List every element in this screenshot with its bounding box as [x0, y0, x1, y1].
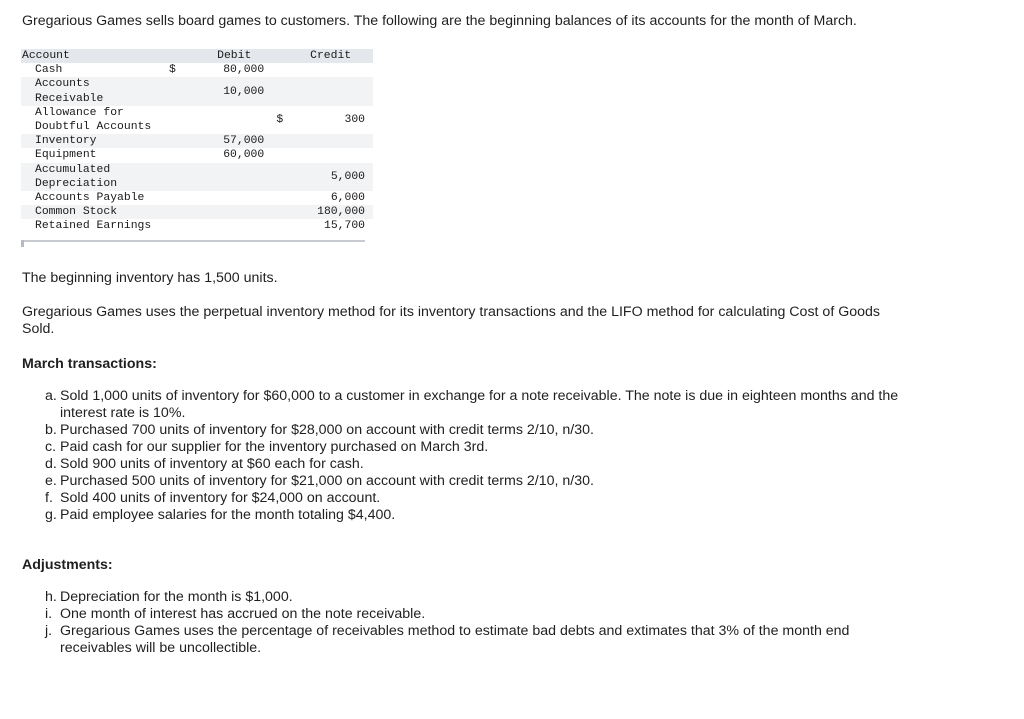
list-item-label: a. — [45, 388, 57, 404]
credit-sign-cell — [264, 219, 287, 233]
debit-cell — [186, 163, 264, 191]
list-item-label: g. — [45, 507, 57, 523]
credit-sign-cell — [264, 63, 287, 77]
account-name-line: Equipment — [35, 149, 97, 162]
adjustments-heading: Adjustments: — [22, 557, 113, 573]
credit-sign-cell — [264, 191, 287, 205]
debit-sign-cell — [169, 163, 186, 191]
debit-cell — [186, 106, 264, 134]
list-item — [45, 422, 910, 439]
list-item-label: f. — [45, 490, 53, 506]
debit-sign-cell — [169, 77, 186, 105]
account-cell — [21, 191, 169, 205]
list-item-text: Purchased 700 units of inventory for $28,000 on account with credit terms 2/10, n/30. — [60, 422, 594, 438]
list-item — [45, 439, 910, 456]
method-note: Gregarious Games uses the perpetual inventory method for its inventory transactions and the LIFO method for calculating Cost of Goods Sold. — [22, 304, 880, 337]
account-cell — [21, 148, 169, 162]
col-debit-header: Debit — [186, 49, 264, 63]
table-row — [21, 106, 373, 134]
transactions-list — [45, 388, 910, 524]
account-cell — [21, 77, 169, 105]
debit-sign-cell — [169, 106, 186, 134]
account-name-line: Accounts — [35, 78, 90, 91]
debit-cell: 60,000 — [223, 149, 265, 162]
table-row — [21, 63, 373, 77]
credit-cell — [287, 148, 373, 162]
credit-cell: 5,000 — [287, 163, 373, 191]
list-item — [45, 490, 910, 507]
table-row — [21, 205, 373, 219]
list-item-label: c. — [45, 439, 57, 455]
account-name-line: Receivable — [35, 92, 104, 105]
account-cell — [21, 134, 169, 148]
list-item-text: Depreciation for the month is $1,000. — [60, 589, 293, 605]
credit-sign-cell — [264, 134, 287, 148]
list-item-label: j. — [45, 623, 53, 639]
credit-cell: 180,000 — [287, 205, 373, 219]
table-body — [21, 63, 373, 233]
account-name-line: Accumulated — [35, 163, 111, 176]
list-item — [45, 623, 910, 657]
list-item-label: d. — [45, 456, 57, 472]
debit-sign-cell — [169, 191, 186, 205]
debit-sign-cell — [169, 205, 186, 219]
col-csign-header — [264, 49, 287, 63]
account-cell — [21, 63, 169, 77]
account-name-line: Depreciation — [35, 177, 118, 190]
account-name-line: Inventory — [35, 135, 97, 148]
list-item-label: e. — [45, 473, 57, 489]
list-item-label: h. — [45, 589, 57, 605]
account-name-line: Cash — [35, 64, 63, 77]
table-row — [21, 77, 373, 105]
list-item-label: i. — [45, 606, 53, 622]
list-item-text: Sold 900 units of inventory at $60 each for cash. — [60, 456, 364, 472]
account-cell — [21, 219, 169, 233]
table-header-row — [21, 49, 373, 63]
account-name-line: Common Stock — [35, 206, 118, 219]
account-cell — [21, 205, 169, 219]
debit-sign-cell — [169, 219, 186, 233]
debit-sign-cell: $ — [169, 64, 176, 77]
adjustments-list — [45, 589, 910, 657]
credit-sign-cell: $ — [276, 113, 284, 126]
credit-sign-cell — [264, 148, 287, 162]
credit-cell: 300 — [344, 113, 365, 126]
trial-balance-table — [21, 49, 373, 234]
col-credit-header: Credit — [287, 49, 373, 63]
debit-cell: 80,000 — [223, 64, 265, 77]
account-cell — [21, 106, 169, 134]
table-row — [21, 148, 373, 162]
account-name-line: Doubtful Accounts — [35, 121, 152, 134]
list-item — [45, 456, 910, 473]
list-item-text: Gregarious Games uses the percentage of receivables method to estimate bad debts and extimates that 3% of the month end receivables will be uncollectible. — [60, 623, 850, 656]
credit-sign-cell — [264, 205, 287, 219]
inventory-note: The beginning inventory has 1,500 units. — [22, 270, 278, 286]
table-row — [21, 191, 373, 205]
table-row — [21, 219, 373, 233]
credit-sign-cell — [264, 163, 287, 191]
list-item — [45, 388, 910, 422]
debit-cell: 57,000 — [186, 134, 264, 148]
account-name-line: Allowance for — [35, 106, 124, 119]
table-bottom-rule — [21, 240, 365, 242]
table-row — [21, 134, 373, 148]
list-item-label: b. — [45, 422, 57, 438]
list-item-text: Purchased 500 units of inventory for $21,000 on account with credit terms 2/10, n/30. — [60, 473, 594, 489]
col-account-header: Account — [21, 49, 169, 63]
credit-cell — [287, 77, 373, 105]
list-item-text: Paid employee salaries for the month totaling $4,400. — [60, 507, 396, 523]
list-item — [45, 473, 910, 490]
account-name-line: Accounts Payable — [35, 192, 145, 205]
list-item — [45, 589, 910, 606]
intro-text: Gregarious Games sells board games to customers. The following are the beginning balances of its accounts for the month of March. — [22, 13, 857, 29]
credit-cell — [287, 134, 373, 148]
debit-cell — [186, 219, 264, 233]
account-name-line: Retained Earnings — [35, 220, 152, 233]
debit-cell: 10,000 — [186, 77, 264, 105]
list-item-text: Paid cash for our supplier for the inventory purchased on March 3rd. — [60, 439, 489, 455]
list-item — [45, 507, 910, 524]
list-item-text: One month of interest has accrued on the note receivable. — [60, 606, 426, 622]
debit-cell — [186, 191, 264, 205]
table-row — [21, 163, 373, 191]
list-item — [45, 606, 910, 623]
table-bottom-rule-tick — [21, 240, 24, 247]
transactions-heading: March transactions: — [22, 356, 157, 372]
col-dsign-header — [169, 49, 186, 63]
debit-sign-cell — [169, 134, 186, 148]
list-item-text: Sold 400 units of inventory for $24,000 on account. — [60, 490, 381, 506]
credit-cell — [287, 63, 373, 77]
account-cell — [21, 163, 169, 191]
credit-cell: 6,000 — [330, 192, 365, 205]
credit-sign-cell — [264, 77, 287, 105]
list-item-text: Sold 1,000 units of inventory for $60,000 to a customer in exchange for a note receivable. The note is due in eighteen months and the interest rate is 10%. — [60, 388, 899, 421]
credit-cell: 15,700 — [323, 220, 365, 233]
debit-cell — [186, 205, 264, 219]
debit-sign-cell — [169, 148, 186, 162]
